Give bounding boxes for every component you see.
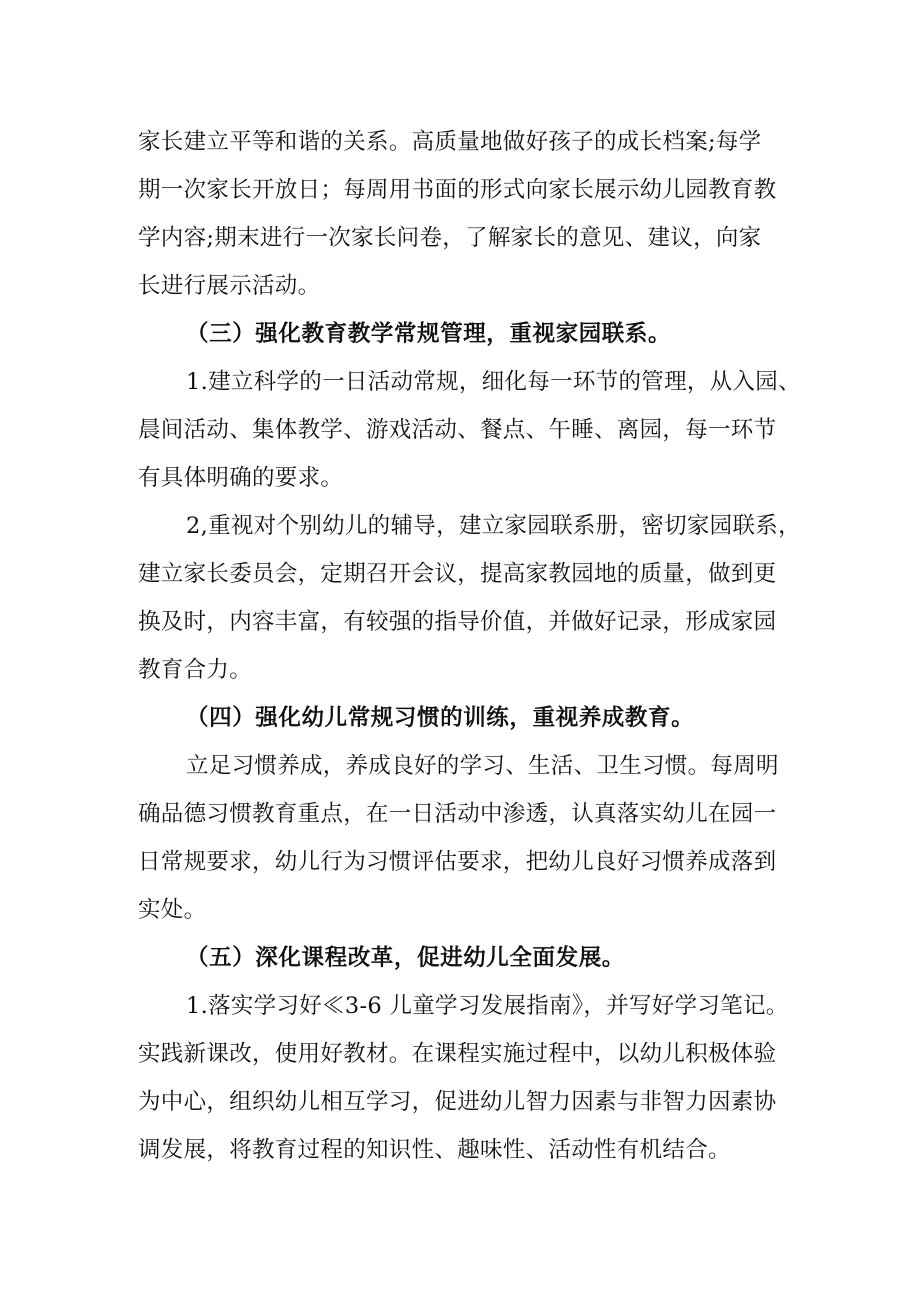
paragraph-line: 家长建立平等和谐的关系。高质量地做好孩子的成长档案;每学 [138, 129, 762, 155]
paragraph-line: 1.落实学习好≪3-6 儿童学习发展指南》，并写好学习笔记。 [186, 993, 789, 1019]
paragraph-line: 立足习惯养成，养成良好的学习、生活、卫生习惯。每周明 [186, 753, 779, 779]
paragraph-line: 调发展，将教育过程的知识性、趣味性、活动性有机结合。 [138, 1137, 731, 1163]
paragraph-line: 长进行展示活动。 [138, 273, 321, 299]
paragraph-line: 期一次家长开放日；每周用书面的形式向家长展示幼儿园教育教 [138, 177, 777, 203]
paragraph-line: 确品德习惯教育重点，在一日活动中渗透，认真落实幼儿在园一 [138, 801, 777, 827]
paragraph-line: 1.建立科学的一日活动常规，细化每一环节的管理，从入园、 [186, 369, 801, 395]
section-heading: （三）强化教育教学常规管理，重视家园联系。 [186, 321, 672, 347]
paragraph-line: 换及时，内容丰富，有较强的指导价值，并做好记录，形成家园 [138, 609, 777, 635]
section-heading: （五）深化课程改革，促进幼儿全面发展。 [186, 945, 625, 971]
paragraph-line: 建立家长委员会，定期召开会议，提高家教园地的质量，做到更 [138, 561, 777, 587]
paragraph-line: 实践新课改，使用好教材。在课程实施过程中，以幼儿积极体验 [138, 1041, 777, 1067]
section-heading: （四）强化幼儿常规习惯的训练，重视养成教育。 [186, 705, 695, 731]
paragraph-line: 学内容;期末进行一次家长问卷，了解家长的意见、建议，向家 [138, 225, 762, 251]
paragraph-line: 晨间活动、集体教学、游戏活动、餐点、午睡、离园，每一环节 [138, 417, 777, 443]
paragraph-line: 教育合力。 [138, 657, 253, 683]
paragraph-line: 2,重视对个别幼儿的辅导，建立家园联系册，密切家园联系， [186, 513, 801, 539]
paragraph-line: 有具体明确的要求。 [138, 465, 344, 491]
paragraph-line: 日常规要求，幼儿行为习惯评估要求，把幼儿良好习惯养成落到 [138, 849, 777, 875]
paragraph-line: 实处。 [138, 897, 207, 923]
paragraph-line: 为中心，组织幼儿相互学习，促进幼儿智力因素与非智力因素协 [138, 1089, 777, 1115]
